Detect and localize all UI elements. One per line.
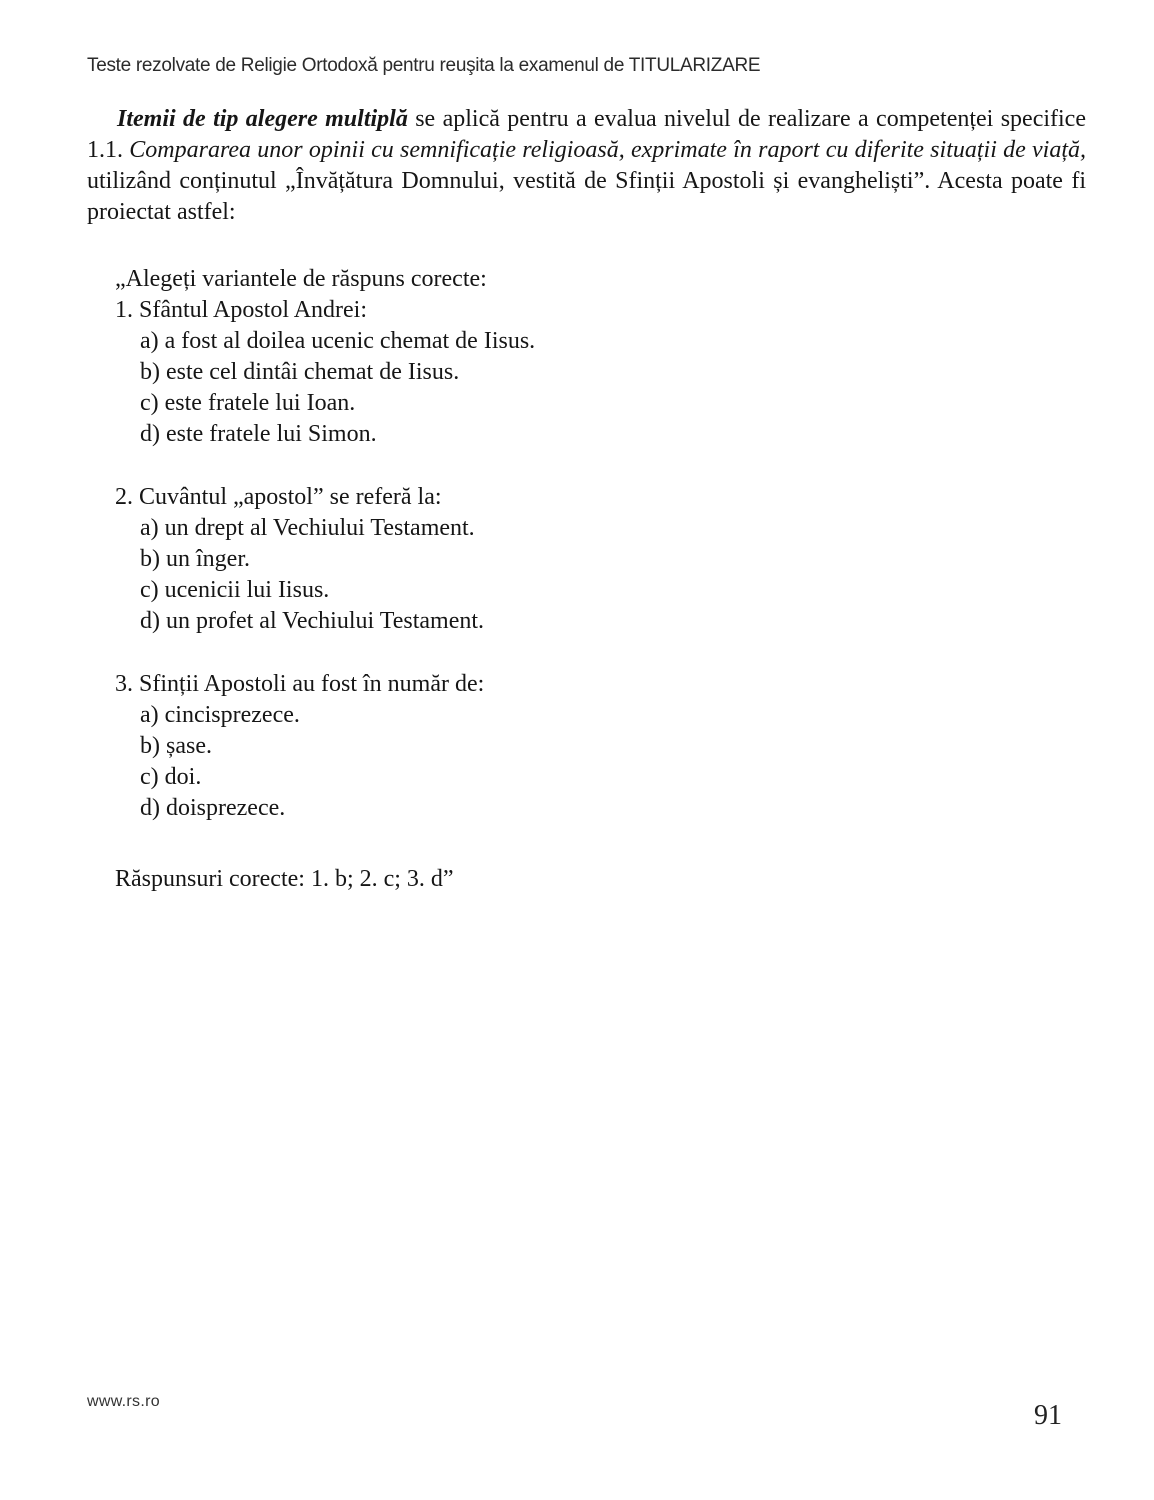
- page-number: 91: [1034, 1400, 1062, 1431]
- option-line: c) ucenicii lui Iisus.: [140, 577, 330, 603]
- footer-url: www.rs.ro: [87, 1393, 160, 1410]
- question-block-3: [115, 669, 1086, 824]
- intro-tail: utilizând conținutul „Învățătura Domnului, vestită de Sfinții Apostoli și evangheliști”. Acesta poate fi proiectat astfel:: [87, 168, 1086, 225]
- question-title: 3. Sfinții Apostoli au fost în număr de:: [115, 671, 485, 697]
- question-title: 2. Cuvântul „apostol” se referă la:: [115, 484, 442, 510]
- option-line: d) doisprezece.: [140, 795, 286, 821]
- running-header: Teste rezolvate de Religie Ortodoxă pentru reuşita la examenul de TITULARIZARE: [87, 55, 761, 76]
- option-line: d) este fratele lui Simon.: [140, 421, 377, 447]
- option-line: b) este cel dintâi chemat de Iisus.: [140, 359, 460, 385]
- option-line: b) un înger.: [140, 546, 250, 572]
- exercise-quote-open: „Alegeți variantele de răspuns corecte:: [115, 266, 487, 292]
- intro-after-lead: se aplică pentru a evalua nivelul de realizare a competenței specifice 1.1.: [87, 106, 1086, 163]
- option-line: c) este fratele lui Ioan.: [140, 390, 356, 416]
- question-block-1: [115, 295, 1086, 450]
- question-block-2: [115, 482, 1086, 637]
- question-title: 1. Sfântul Apostol Andrei:: [115, 297, 367, 323]
- intro-lead-bold-italic: Itemii de tip alegere multiplă: [117, 106, 408, 132]
- intro-competency-italic: Compararea unor opinii cu semnificație religioasă, exprimate în raport cu diferite situații de viață,: [129, 137, 1087, 163]
- option-line: a) a fost al doilea ucenic chemat de Iisus.: [140, 328, 536, 354]
- option-line: d) un profet al Vechiului Testament.: [140, 608, 485, 634]
- exercise-block: [115, 264, 1086, 895]
- option-line: c) doi.: [140, 764, 202, 790]
- option-line: a) un drept al Vechiului Testament.: [140, 515, 475, 541]
- option-line: b) șase.: [140, 733, 212, 759]
- intro-paragraph: [87, 104, 1086, 228]
- option-line: a) cincisprezece.: [140, 702, 300, 728]
- answers-line: Răspunsuri corecte: 1. b; 2. c; 3. d”: [115, 866, 454, 892]
- page-content: [87, 104, 1086, 895]
